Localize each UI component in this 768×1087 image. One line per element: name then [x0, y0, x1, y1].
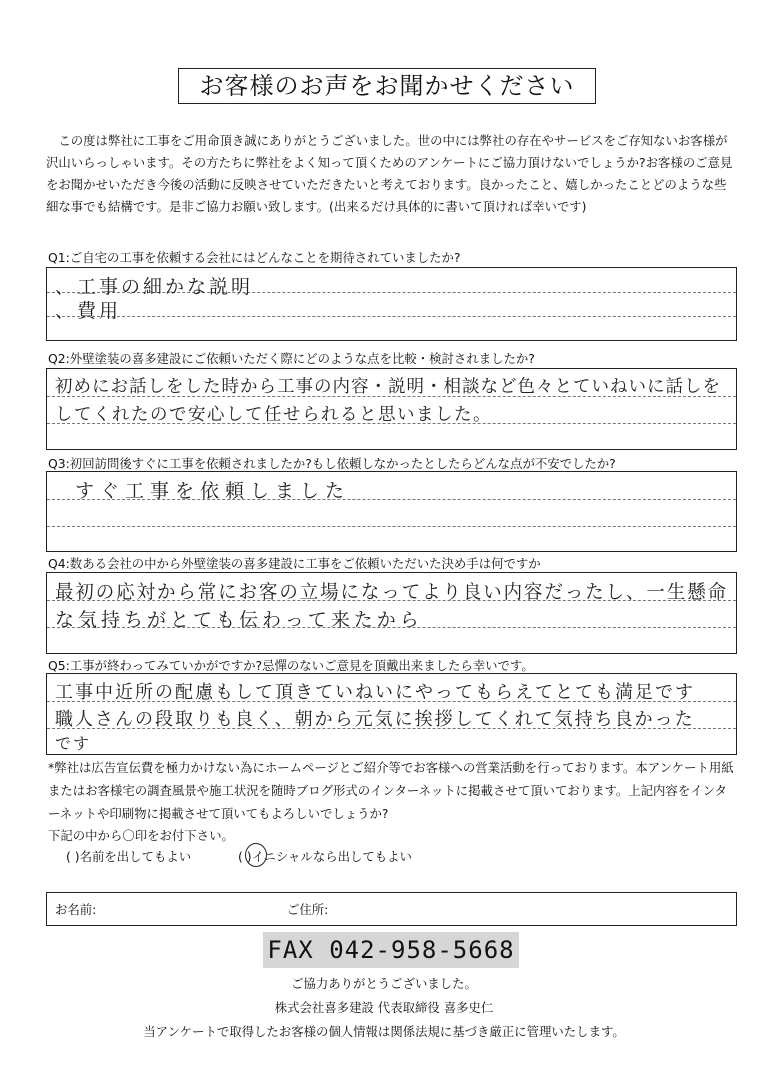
- answer-q5-line-1: 工事中近所の配慮もして頂きていねいにやってもらえてとても満足です: [55, 682, 695, 703]
- survey-title: お客様のお声をお聞かせください: [178, 68, 596, 104]
- answer-q3-line-1: すぐ工事を依頼しました: [75, 480, 351, 502]
- name-label: お名前:: [55, 902, 97, 917]
- answer-box-q3: [46, 471, 737, 552]
- answer-q1-line-1: 、工事の細かな説明: [55, 276, 254, 298]
- answer-q2-line-1: 初めにお話しをした時から工事の内容・説明・相談など色々とていねいに話しを: [55, 377, 721, 397]
- circle-instruction: 下記の中から〇印をお付下さい。: [48, 828, 234, 843]
- question-5-label: Q5:工事が終わってみていかがですか?忌憚のないご意見を頂戴出来ましたら幸いです。: [48, 658, 534, 673]
- question-1-label: Q1:ご自宅の工事を依頼する会社にはどんなことを期待されていましたか?: [48, 250, 461, 265]
- name-address-box: [46, 892, 737, 926]
- option-name-ok[interactable]: ( )名前を出してもよい: [66, 849, 192, 864]
- question-3-label: Q3:初回訪問後すぐに工事を依頼されましたか?もし依頼しなかったとしたらどんな点が不安でしたか?: [48, 456, 616, 471]
- question-2-label: Q2:外壁塗装の喜多建設にご依頼いただく際にどのような点を比較・検討されましたか?: [48, 351, 535, 366]
- fax-number: FAX 042-958-5668: [263, 932, 519, 968]
- answer-q4-line-1: 最初の応対から常にお客の立場になってより良い内容だったし、一生懸命: [55, 581, 729, 603]
- question-4-label: Q4:数ある会社の中から外壁塗装の喜多建設に工事をご依頼いただいた決め手は何ですか: [48, 556, 541, 571]
- thanks-text: ご協力ありがとうございました。: [291, 976, 477, 991]
- answer-q4-line-2: な気持ちがとても伝わって来たから: [55, 609, 423, 631]
- answer-q2-line-2: してくれたので安心して任せられると思いました。: [55, 405, 492, 425]
- answer-q1-line-2: 、費用: [55, 300, 122, 322]
- company-signature: 株式会社喜多建設 代表取締役 喜多史仁: [274, 1000, 494, 1015]
- answer-box-q4: [46, 572, 737, 654]
- intro-paragraph: この度は弊社に工事をご用命頂き誠にありがとうございました。世の中には弊社の存在やサービスをご存知ないお客様が沢山いらっしゃいます。その方たちに弊社をよく知って頂くためのアンケートにご協力頂けないでしょうか?お客様のご意見をお聞かせいただき今後の活動に反映させていただきたいと考えております。良かったこと、嬉しかったことどのような些細な事でも結構です。是非ご協力お願い致します。(出来るだけ具体的に書いて頂ければ幸いです): [46, 133, 733, 214]
- answer-box-q5: [46, 673, 737, 755]
- address-label: ご住所:: [287, 902, 329, 917]
- answer-box-q1: [46, 267, 737, 341]
- answer-q5-line-3: です: [55, 734, 92, 753]
- publication-note: *弊社は広告宣伝費を極力かけない為にホームページとご紹介等でお客様への営業活動を行っております。本アンケート用紙またはお客様宅の調査風景や施工状況を随時ブログ形式のインターネットに掲載させて頂いております。上記内容をインターネットや印刷物に掲載させて頂いてもよろしいでしょうか?: [48, 760, 734, 821]
- handwritten-circle-mark: [245, 843, 267, 867]
- option-initials-ok[interactable]: ( )イニシャルなら出してもよい: [238, 849, 412, 864]
- privacy-notice: 当アンケートで取得したお客様の個人情報は関係法規に基づき厳正に管理いたします。: [143, 1024, 625, 1039]
- answer-q5-line-2: 職人さんの段取りも良く、朝から元気に挨拶してくれて気持ち良かった: [55, 709, 695, 730]
- answer-box-q2: [46, 368, 737, 450]
